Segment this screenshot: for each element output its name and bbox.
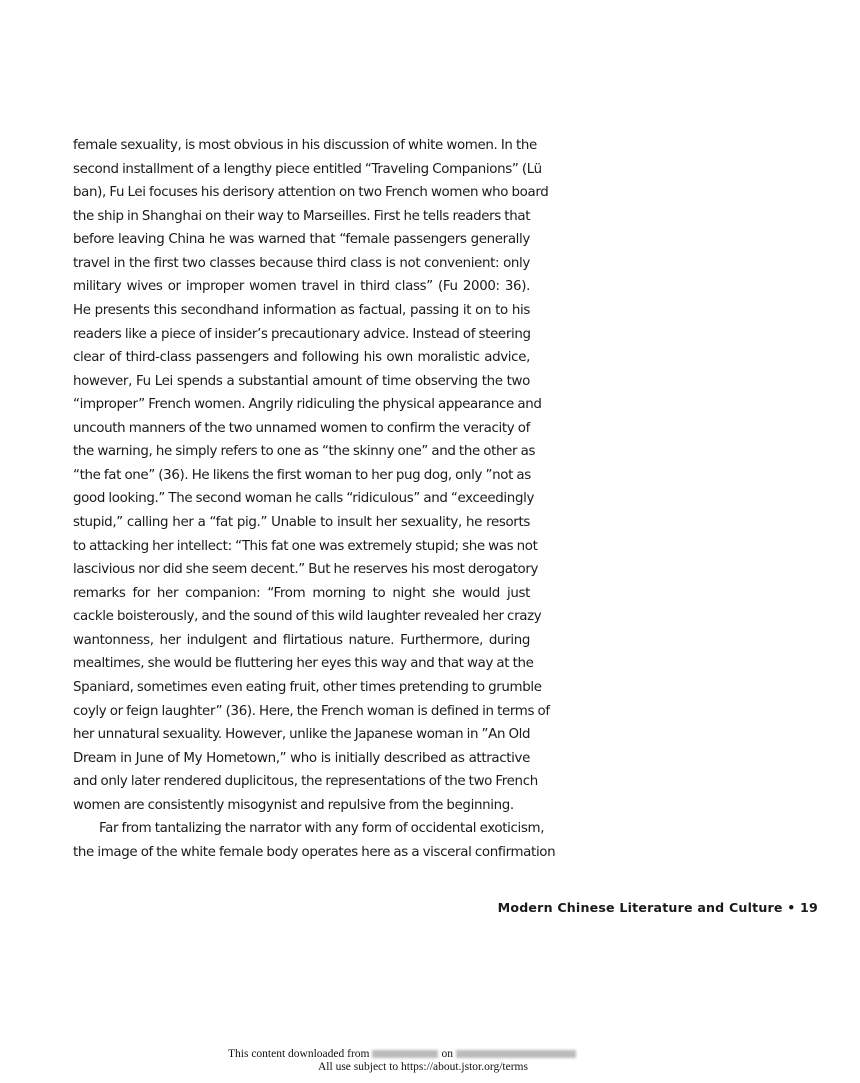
- text-line: wantonness, her indulgent and flirtatious nature. Furthermore, during: [73, 632, 530, 648]
- redacted-ip: [372, 1050, 438, 1058]
- text-line: to attacking her intellect: “This fat one was extremely stupid; she was not: [73, 538, 538, 554]
- running-footer: Modern Chinese Literature and Culture • 19: [497, 900, 818, 915]
- text-line: and only later rendered duplicitous, the representations of the two French: [73, 774, 538, 790]
- text-line: the image of the white female body operates here as a visceral confirmation: [73, 844, 556, 860]
- text-line: remarks for her companion: “From morning to night she would just: [73, 585, 530, 601]
- text-line: He presents this secondhand information as factual, passing it on to his: [73, 302, 530, 318]
- text-line: however, Fu Lei spends a substantial amount of time observing the two: [73, 373, 530, 389]
- text-line: the warning, he simply refers to one as “the skinny one” and the other as: [73, 444, 536, 460]
- text-line: Far from tantalizing the narrator with any form of occidental exoticism,: [99, 821, 545, 837]
- text-line: mealtimes, she would be fluttering her eyes this way and that way at the: [73, 656, 534, 672]
- text-line: women are consistently misogynist and repulsive from the beginning.: [73, 797, 514, 813]
- download-notice: [228, 1048, 579, 1060]
- text-line: before leaving China he was warned that “female passengers generally: [73, 232, 530, 248]
- body-text: [73, 134, 556, 864]
- text-line: lascivious nor did she seem decent.” But he reserves his most derogatory: [73, 562, 539, 578]
- terms-notice: All use subject to https://about.jstor.org/terms: [318, 1061, 528, 1073]
- text-line: female sexuality, is most obvious in his discussion of white women. In the: [73, 138, 537, 153]
- text-line: Spaniard, sometimes even eating fruit, other times pretending to grumble: [73, 679, 542, 695]
- text-line: readers like a piece of insider’s precautionary advice. Instead of steering: [73, 326, 531, 342]
- redacted-date: [456, 1050, 576, 1058]
- text-line: clear of third-class passengers and following his own moralistic advice,: [73, 350, 530, 366]
- text-line: coyly or feign laughter” (36). Here, the French woman is defined in terms of: [73, 703, 550, 719]
- text-line: uncouth manners of the two unnamed women to confirm the veracity of: [73, 420, 530, 436]
- text-line: the ship in Shanghai on their way to Marseilles. First he tells readers that: [73, 208, 531, 224]
- text-line: stupid,” calling her a “fat pig.” Unable to insult her sexuality, he resorts: [73, 515, 530, 530]
- text-line: travel in the first two classes because third class is not convenient: only: [73, 255, 530, 271]
- text-line: military wives or improper women travel in third class” (Fu 2000: 36).: [73, 279, 530, 295]
- text-line: good looking.” The second woman he calls “ridiculous” and “exceedingly: [73, 491, 535, 507]
- text-line: cackle boisterously, and the sound of this wild laughter revealed her crazy: [73, 609, 542, 625]
- text-line: Dream in June of My Hometown,” who is initially described as attractive: [73, 750, 530, 766]
- download-on: on: [441, 1048, 453, 1060]
- text-line: her unnatural sexuality. However, unlike the Japanese woman in ”An Old: [73, 727, 531, 743]
- text-line: ban), Fu Lei focuses his derisory attention on two French women who board: [73, 185, 549, 201]
- text-line: second installment of a lengthy piece entitled “Traveling Companions” (Lü: [73, 161, 542, 177]
- text-line: “improper” French women. Angrily ridiculing the physical appearance and: [73, 397, 542, 413]
- download-prefix: This content downloaded from: [228, 1048, 370, 1060]
- text-line: “the fat one” (36). He likens the first woman to her pug dog, only ”not as: [73, 467, 531, 483]
